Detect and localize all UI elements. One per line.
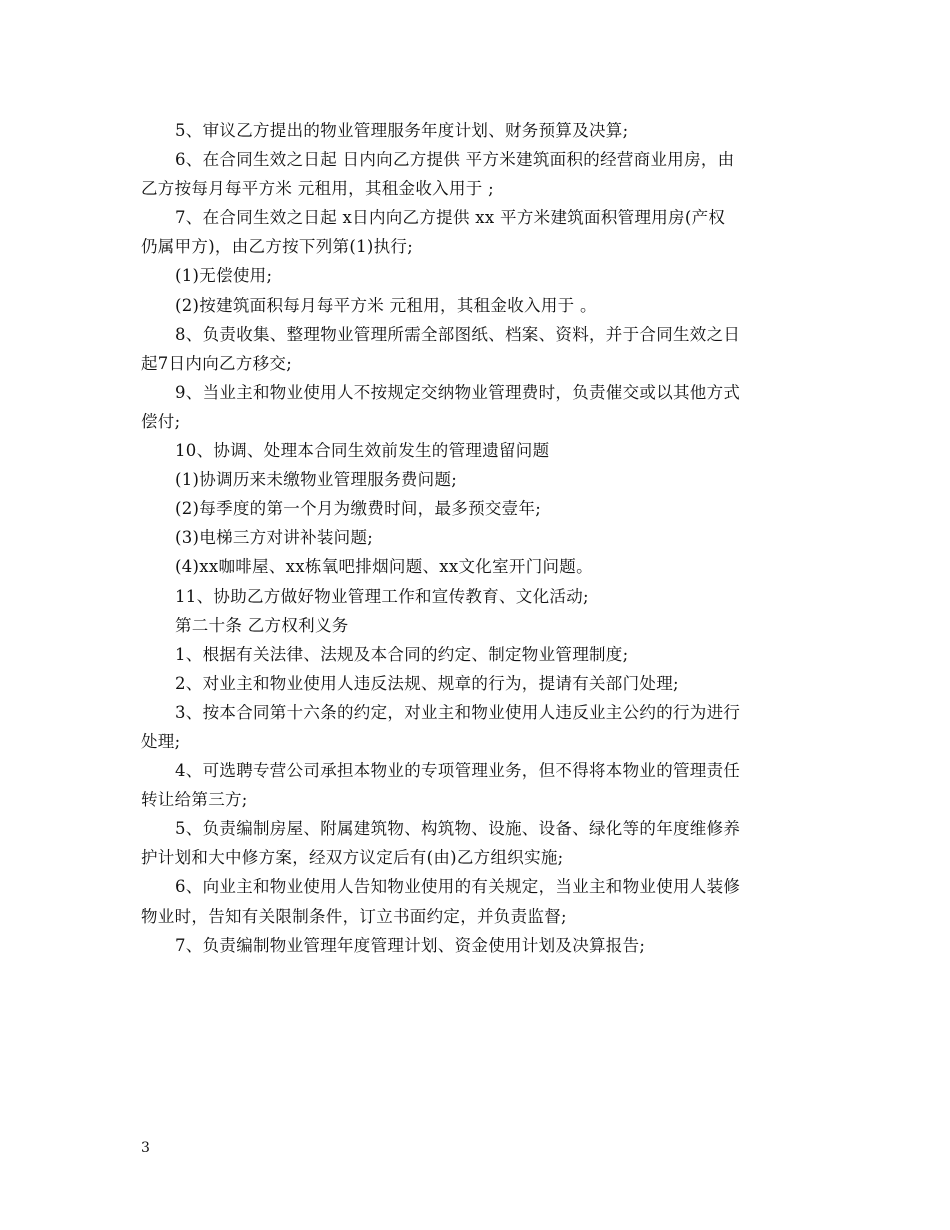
text-line: 起7日内向乙方移交; bbox=[141, 353, 293, 373]
text-line: (4)xx咖啡屋、xx栋氧吧排烟问题、xx文化室开门问题。 bbox=[175, 557, 593, 577]
text-line: 5、负责编制房屋、附属建筑物、构筑物、设施、设备、绿化等的年度维修养 bbox=[175, 819, 741, 839]
text-line: 偿付; bbox=[141, 411, 181, 431]
text-line: 6、在合同生效之日起 日内向乙方提供 平方米建筑面积的经营商业用房，由 bbox=[175, 150, 735, 170]
text-line: (1)协调历来未缴物业管理服务费问题; bbox=[175, 470, 458, 490]
text-line: 7、在合同生效之日起 x日内向乙方提供 xx 平方米建筑面积管理用房(产权 bbox=[175, 208, 726, 228]
text-line: 护计划和大中修方案，经双方议定后有(由)乙方组织实施; bbox=[141, 848, 564, 868]
article-heading: 第二十条 乙方权利义务 bbox=[175, 615, 349, 635]
text-line: (3)电梯三方对讲补装问题; bbox=[175, 528, 374, 548]
text-line: 7、负责编制物业管理年度管理计划、资金使用计划及决算报告; bbox=[175, 935, 646, 955]
text-line: (2)每季度的第一个月为缴费时间，最多预交壹年; bbox=[175, 499, 542, 519]
text-line: 处理; bbox=[141, 731, 181, 751]
text-line: 11、协助乙方做好物业管理工作和宣传教育、文化活动; bbox=[175, 586, 589, 606]
text-line: (1)无偿使用; bbox=[175, 266, 273, 286]
text-line: 2、对业主和物业使用人违反法规、规章的行为，提请有关部门处理; bbox=[175, 673, 679, 693]
text-line: 9、当业主和物业使用人不按规定交纳物业管理费时，负责催交或以其他方式 bbox=[175, 382, 741, 402]
text-line: 乙方按每月每平方米 元租用，其租金收入用于 ; bbox=[141, 179, 494, 199]
text-line: 转让给第三方; bbox=[141, 790, 248, 810]
page-number: 3 bbox=[141, 1140, 150, 1156]
text-line: 1、根据有关法律、法规及本合同的约定、制定物业管理制度; bbox=[175, 644, 629, 664]
text-line: 8、负责收集、整理物业管理所需全部图纸、档案、资料，并于合同生效之日 bbox=[175, 324, 741, 344]
text-line: (2)按建筑面积每月每平方米 元租用，其租金收入用于 。 bbox=[175, 295, 597, 315]
text-line: 4、可选聘专营公司承担本物业的专项管理业务，但不得将本物业的管理责任 bbox=[175, 761, 741, 781]
text-line: 3、按本合同第十六条的约定，对业主和物业使用人违反业主公约的行为进行 bbox=[175, 702, 741, 722]
text-line: 6、向业主和物业使用人告知物业使用的有关规定，当业主和物业使用人装修 bbox=[175, 877, 741, 897]
document-body bbox=[141, 116, 811, 960]
text-line: 10、协调、处理本合同生效前发生的管理遗留问题 bbox=[175, 441, 550, 461]
text-line: 仍属甲方)，由乙方按下列第(1)执行; bbox=[141, 237, 414, 257]
text-line: 物业时，告知有关限制条件，订立书面约定，并负责监督; bbox=[141, 906, 567, 926]
text-line: 5、审议乙方提出的物业管理服务年度计划、财务预算及决算; bbox=[175, 121, 629, 140]
